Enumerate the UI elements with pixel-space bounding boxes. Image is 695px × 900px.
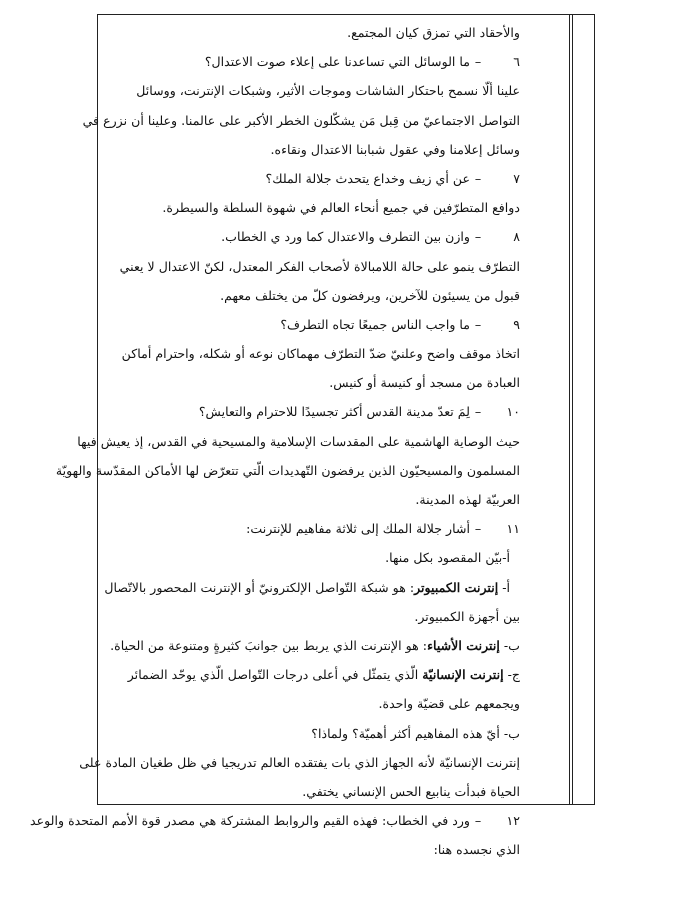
question-number: ١٠ — [506, 404, 520, 420]
concept-definition: الّذي يتمثّل في أعلى درجات التّواصل الّذي يوحّد الضمائر — [127, 667, 423, 683]
question-number: ٨ — [513, 229, 520, 245]
concept-definition: : هو شبكة التّواصل الإلكترونيّ أو الإنترنت المحصور بالاتّصال — [104, 579, 415, 595]
question-text: وازن بين التطرف والاعتدال كما ورد ي الخطاب. — [221, 229, 470, 245]
concept-term: إنترنت الأشياء — [427, 637, 500, 653]
concept-term: إنترنت الكمبيوتر — [414, 579, 499, 595]
answer-line: الحياة فبدأت ينابيع الحس الإنساني يختفي. — [302, 783, 520, 799]
concept-line — [110, 631, 520, 660]
answer-line: وسائل إعلامنا وفي عقول شبابنا الاعتدال ونقاءه. — [270, 141, 520, 157]
question-10 — [110, 397, 520, 426]
question-number: ٩ — [513, 316, 520, 332]
question-6 — [110, 47, 520, 76]
question-text: ورد في الخطاب: فهذه القيم والروابط المشتركة هي مصدر قوة الأمم المتحدة والوعد — [30, 813, 470, 829]
answer-line: التواصل الاجتماعيّ من قِبل مَن يشكّلون الخطر الأكبر على عالمنا. وعلينا أن نزرع في — [82, 112, 520, 128]
dash: – — [474, 54, 482, 70]
question-11 — [110, 514, 520, 543]
answer-line: التطرّف ينمو على حالة اللامبالاة لأصحاب الفكر المعتدل، لكنّ الاعتدال لا يعني — [119, 258, 520, 274]
question-8 — [110, 222, 520, 251]
concept-term: إنترنت الإنسانيّة — [422, 667, 504, 683]
sub-question: ب- أيّ هذه المفاهيم أكثر أهميّة؟ ولماذا؟ — [311, 725, 520, 741]
question-text: ما الوسائل التي تساعدنا على إعلاء صوت الاعتدال؟ — [204, 54, 470, 70]
column-divider-1 — [569, 15, 570, 804]
item-marker: ب- — [499, 637, 520, 653]
question-number: ٧ — [513, 170, 520, 186]
question-text: عن أي زيف وخداع يتحدث جلالة الملك؟ — [265, 170, 470, 186]
question-number: ٦ — [513, 54, 520, 70]
item-marker: أ- — [498, 579, 510, 595]
dash: – — [474, 229, 482, 245]
answer-line: قبول من يسيئون للآخرين، ويرفضون كلّ من يختلف معهم. — [220, 287, 520, 303]
question-12 — [30, 806, 520, 835]
answer-line: إنترنت الإنسانيّة لأنه الجهاز الذي بات يفتقده العالم تدريجيا في ظل طغيان المادة على — [79, 754, 520, 770]
answer-line: ويجمعهم على قضيّة واحدة. — [378, 696, 520, 712]
dash: – — [474, 316, 482, 332]
answer-line: اتخاذ موقف واضح وعلنيّ ضدّ التطرّف مهماكان نوعه أو شكله، واحترام أماكن — [121, 346, 520, 362]
text-line: والأحقاد التي تمزق كيان المجتمع. — [347, 25, 520, 40]
answer-line: العربيّة لهذه المدينة. — [415, 492, 520, 507]
document-body — [30, 18, 520, 864]
question-text: ما واجب الناس جميعًا تجاه التطرف؟ — [280, 316, 470, 332]
answer-line: علينا ألّا نسمح باحتكار الشاشات وموجات الأثير، وشبكات الإنترنت، ووسائل — [136, 83, 520, 99]
dash: – — [474, 813, 482, 829]
question-9 — [110, 310, 520, 339]
sub-question: أ-بيّن المقصود بكل منها. — [385, 550, 510, 566]
concept-line — [104, 573, 520, 602]
question-number: ١٢ — [506, 813, 520, 829]
answer-line: دوافع المتطرّفين في جميع أنحاء العالم في شهوة السلطة والسيطرة. — [162, 200, 520, 216]
answer-line: العبادة من مسجد أو كنيسة أو كنيس. — [329, 375, 520, 391]
dash: – — [474, 521, 482, 537]
item-marker: ج- — [503, 667, 520, 683]
question-text: لِمَ تعدّ مدينة القدس أكثر تجسيدًا للاحترام والتعايش؟ — [198, 404, 470, 420]
dash: – — [474, 404, 482, 420]
answer-line: حيث الوصاية الهاشمية على المقدسات الإسلامية والمسيحية في القدس، إذ يعيش فيها — [77, 433, 520, 449]
question-number: ١١ — [506, 521, 520, 537]
question-text: أشار جلالة الملك إلى ثلاثة مفاهيم للإنترنت: — [246, 521, 470, 537]
answer-line: الذي نجسده هنا: — [433, 842, 520, 858]
question-7 — [110, 164, 520, 193]
dash: – — [474, 170, 482, 186]
column-divider-2 — [572, 15, 573, 804]
concept-definition: : هو الإنترنت الذي يربط بين جوانبَ كثيرةٍ ومتنوعة من الحياة. — [110, 637, 428, 653]
answer-line: بين أجهزة الكمبيوتر. — [414, 608, 520, 624]
concept-line — [110, 660, 520, 689]
answer-line: المسلمون والمسيحيّون الذين يرفضون التّهديدات الّتي تتعرّض لها الأماكن المقدّسة والهويّة — [55, 462, 520, 478]
